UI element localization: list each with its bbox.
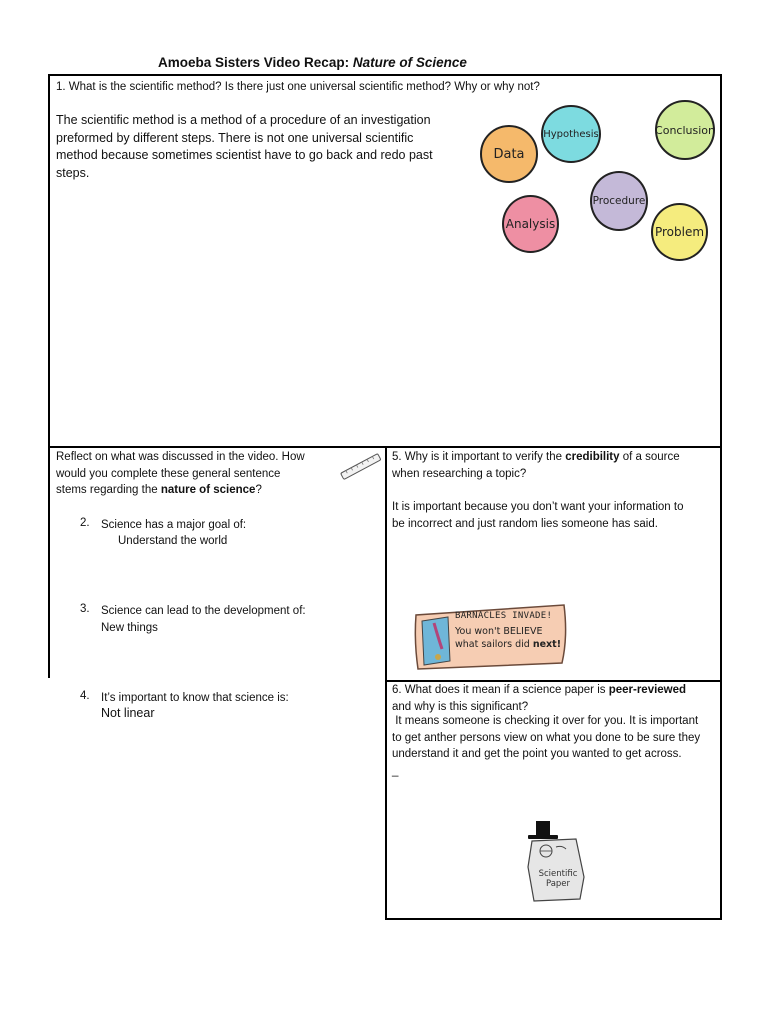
item-4-prompt: It’s important to know that science is: — [101, 692, 289, 704]
barnacles-sign — [412, 601, 570, 673]
question-6-dash: _ — [392, 765, 399, 777]
item-4-answer: Not linear — [101, 706, 155, 720]
sign-line-3: what sailors did next! — [455, 639, 562, 650]
paper-label: Scientific Paper — [538, 869, 578, 889]
item-3-number: 3. — [80, 603, 90, 615]
reflect-left-border — [48, 446, 50, 678]
bubble-data: Data — [480, 125, 538, 183]
scientific-paper-icon — [522, 817, 588, 903]
sign-line-1: BARNACLES INVADE! — [455, 611, 553, 621]
nature-of-science-bold: nature of science — [160, 484, 256, 496]
bubble-hypothesis: Hypothesis — [541, 105, 601, 163]
item-2-prompt: Science has a major goal of: — [101, 519, 247, 531]
item-3-prompt: Science can lead to the development of: — [101, 605, 306, 617]
question-5-answer: It is important because you don’t want your information to be incorrect and just random lies someone has said. — [392, 501, 684, 530]
page-title: Amoeba Sisters Video Recap: Nature of Science — [158, 55, 467, 70]
question-1-answer: The scientific method is a method of a procedure of an investigation preformed by different steps. There is not one universal scientific method because sometimes scientist have to go back and redo past steps. — [56, 113, 433, 180]
item-2-number: 2. — [80, 517, 90, 529]
item-2-answer: Understand the world — [118, 535, 228, 547]
item-4-number: 4. — [80, 690, 90, 702]
paper-drawing — [522, 817, 588, 903]
question-1-prompt: 1. What is the scientific method? Is there just one universal scientific method? Why or why not? — [56, 81, 540, 93]
credibility-bold: credibility — [565, 451, 620, 463]
question-5-prompt: 5. Why is it important to verify the credibility of a source when researching a topic? — [392, 451, 680, 480]
question-6-answer: It means someone is checking it over for you. It is important to get anther persons view on what you done to be sure they understand it and get the point you wanted to get across. — [392, 715, 701, 760]
page-title-italic: Nature of Science — [352, 55, 467, 70]
sign-line-2: You won't BELIEVE — [455, 626, 543, 637]
reflect-intro: Reflect on what was discussed in the video. How would you complete these general sentence stems regarding the nature of science? — [56, 451, 305, 496]
item-3-answer: New things — [101, 622, 158, 634]
question-6-prompt: 6. What does it mean if a science paper is peer-reviewed and why is this significant? — [392, 684, 687, 713]
ruler-icon — [338, 449, 384, 485]
bubble-analysis: Analysis — [502, 195, 559, 253]
bubble-procedure: Procedure — [590, 171, 648, 231]
bubble-problem: Problem — [651, 203, 708, 261]
peer-reviewed-bold: peer-reviewed — [608, 684, 687, 696]
bubble-conclusion: Conclusion — [655, 100, 715, 160]
